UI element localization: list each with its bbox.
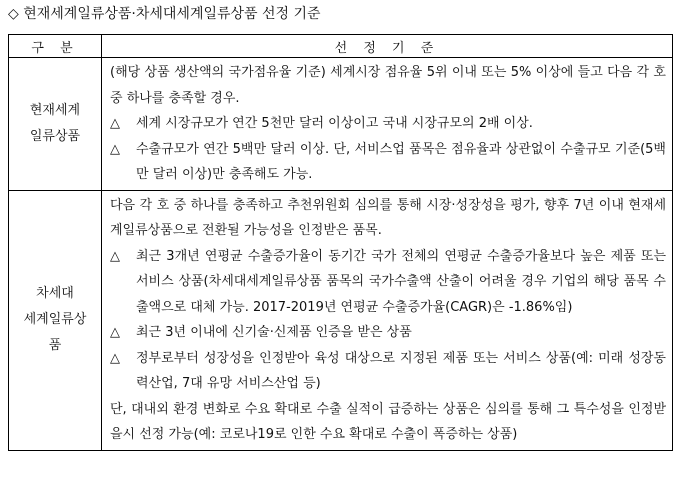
header-criteria: 선 정 기 준	[102, 35, 673, 58]
criteria-intro: (해당 상품 생산액의 국가점유율 기준) 세계시장 점유율 5위 이내 또는 5% 이상에 들고 다음 각 호 중 하나를 충족할 경우.	[110, 65, 666, 106]
table-row	[9, 190, 673, 450]
row-category	[9, 190, 102, 450]
bullet-text: 수출규모가 연간 5백만 달러 이상. 단, 서비스업 품목은 점유율과 상관없이 수출규모 기준(5백만 달러 이상)만 충족해도 가능.	[136, 141, 666, 182]
triangle-icon: △	[110, 350, 120, 366]
bullet-text: 최근 3개년 연평균 수출증가율이 동기간 국가 전체의 연평균 수출증가율보다 높은 제품 또는 서비스 상품(차세대세계일류상품 품목의 국가수출액 산출이 어려울 경우 기업의 해당 품목 수출액으로 대체 가능. 2017-2019년 연평균 수출증가율(CAGR)은 -1.86%임)	[136, 248, 666, 315]
criteria-note: 단, 대내외 환경 변화로 수요 확대로 수출 실적이 급증하는 상품은 심의를 통해 그 특수성을 인정받을시 선정 가능(예: 코로나19로 인한 수요 확대로 수출이 폭증하는 상품)	[110, 401, 666, 442]
row-category	[9, 58, 102, 191]
category-label: 현재세계 일류상품	[29, 102, 81, 144]
bullet-text: 세계 시장규모가 연간 5천만 달러 이상이고 국내 시장규모의 2배 이상.	[136, 116, 533, 131]
selection-criteria-table	[8, 34, 673, 451]
category-label: 차세대 세계일류상 품	[23, 286, 87, 353]
criteria-intro: 다음 각 호 중 하나를 충족하고 추천위원회 심의를 통해 시장·성장성을 평가, 향후 7년 이내 현재세계일류상품으로 전환될 가능성을 인정받은 품목.	[110, 197, 666, 238]
triangle-icon: △	[110, 325, 120, 340]
criteria-bullet	[110, 320, 666, 346]
header-category: 구 분	[9, 35, 102, 58]
bullet-text: 최근 3년 이내에 신기술·신제품 인증을 받은 상품	[136, 325, 412, 340]
row-criteria	[102, 190, 673, 450]
table-header-row	[9, 35, 673, 58]
section-title: ◇ 현재세계일류상품·차세대세계일류상품 선정 기준	[8, 6, 321, 22]
criteria-bullet	[110, 244, 666, 321]
row-criteria	[102, 58, 673, 191]
criteria-bullet	[110, 111, 666, 137]
triangle-icon: △	[110, 141, 120, 157]
table-row	[9, 58, 673, 191]
bullet-text: 정부로부터 성장성을 인정받아 육성 대상으로 지정된 제품 또는 서비스 상품(예: 미래 성장동력산업, 7대 유망 서비스산업 등)	[136, 350, 666, 391]
criteria-bullet	[110, 346, 666, 397]
criteria-bullet	[110, 137, 666, 188]
triangle-icon: △	[110, 116, 120, 131]
triangle-icon: △	[110, 248, 120, 264]
